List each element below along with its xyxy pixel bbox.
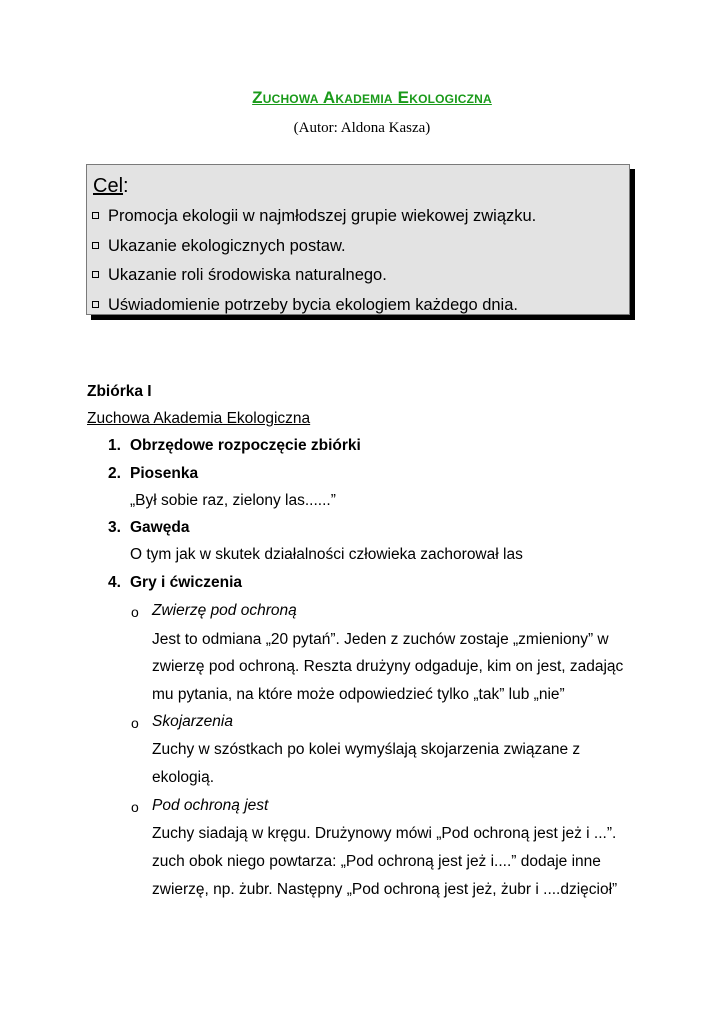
goal-item: Ukazanie ekologicznych postaw. — [92, 236, 536, 266]
goals-list — [92, 206, 536, 324]
game-description-line: zuch obok niego powtarza: „Pod ochroną jest jeż i....” dodaje inne — [152, 853, 601, 870]
list-number: 1. — [108, 437, 121, 454]
list-number: 3. — [108, 519, 121, 536]
game-name: Skojarzenia — [152, 713, 233, 730]
author-line: (Autor: Aldona Kasza) — [293, 120, 431, 136]
list-item-text: O tym jak w skutek działalności człowieka zachorował las — [130, 546, 523, 563]
game-description-line: Zuchy w szóstkach po kolei wymyślają skojarzenia związane z — [152, 741, 581, 758]
square-bullet-icon — [92, 301, 99, 308]
list-item-title: Obrzędowe rozpoczęcie zbiórki — [130, 437, 361, 454]
list-item-title: Gry i ćwiczenia — [130, 574, 242, 591]
game-description-line: mu pytania, na które może odpowiedzieć tylko „tak” lub „nie” — [152, 686, 565, 703]
goal-item: Ukazanie roli środowiska naturalnego. — [92, 265, 536, 295]
goals-box — [86, 164, 630, 315]
list-item-text: „Był sobie raz, zielony las......” — [130, 492, 336, 509]
section-subtitle: Zuchowa Akademia Ekologiczna — [87, 410, 311, 427]
game-name: Pod ochroną jest — [152, 797, 269, 814]
document-title: Zuchowa Akademia Ekologiczna — [252, 88, 492, 107]
goal-item: Promocja ekologii w najmłodszej grupie wiekowej związku. — [92, 206, 536, 236]
list-number: 2. — [108, 465, 121, 482]
list-number: 4. — [108, 574, 121, 591]
circle-bullet-icon: o — [131, 715, 139, 731]
circle-bullet-icon: o — [131, 799, 139, 815]
square-bullet-icon — [92, 271, 99, 278]
goals-heading: Cel: — [93, 175, 129, 197]
circle-bullet-icon: o — [131, 604, 139, 620]
game-name: Zwierzę pod ochroną — [152, 602, 297, 619]
section-title: Zbiórka I — [87, 383, 152, 400]
game-description-line: Zuchy siadają w kręgu. Drużynowy mówi „Pod ochroną jest jeż i ...”. — [152, 825, 617, 842]
goal-item: Uświadomienie potrzeby bycia ekologiem każdego dnia. — [92, 295, 536, 325]
square-bullet-icon — [92, 212, 99, 219]
square-bullet-icon — [92, 242, 99, 249]
game-description-line: ekologią. — [152, 769, 215, 786]
game-description-line: Jest to odmiana „20 pytań”. Jeden z zuchów zostaje „zmieniony” w — [152, 631, 609, 648]
game-description-line: zwierzę, np. żubr. Następny „Pod ochroną jest jeż, żubr i ....dzięcioł” — [152, 881, 618, 898]
list-item-title: Piosenka — [130, 465, 199, 482]
game-description-line: zwierzę pod ochroną. Reszta drużyny odgaduje, kim on jest, zadając — [152, 658, 624, 675]
list-item-title: Gawęda — [130, 519, 190, 536]
